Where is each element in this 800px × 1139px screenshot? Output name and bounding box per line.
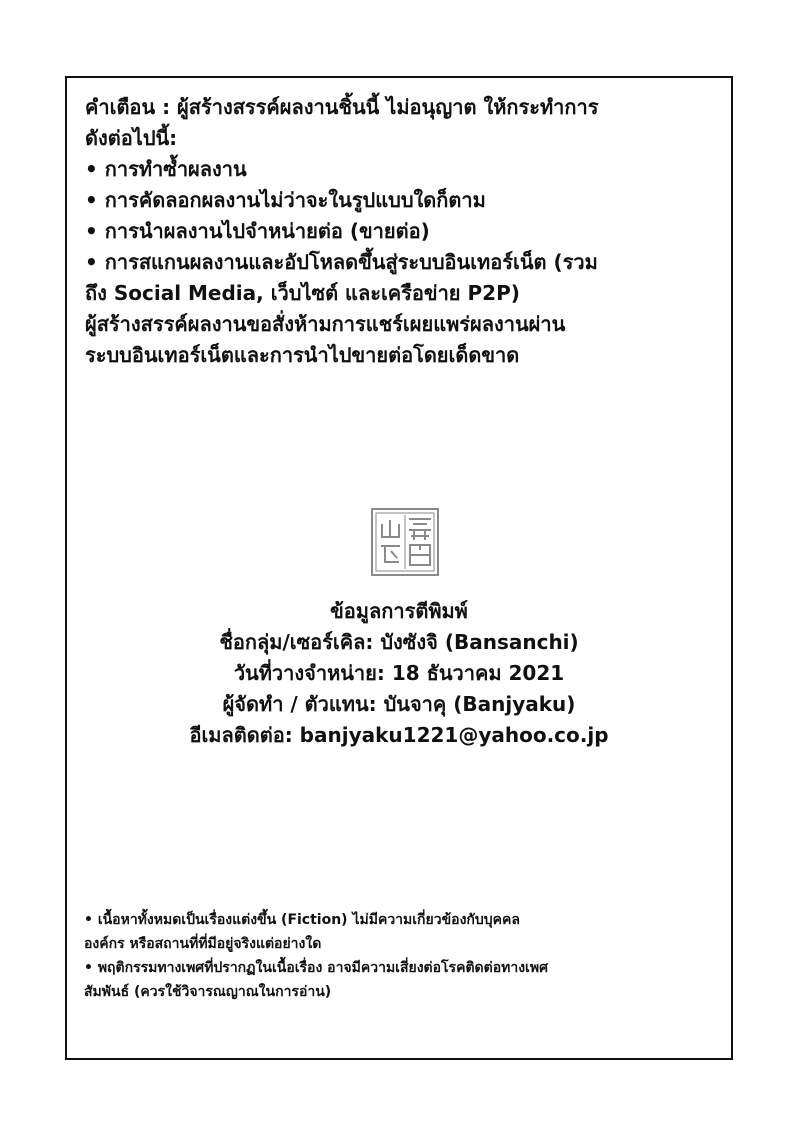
warning-line: ระบบอินเทอร์เน็ตและการนำไปขายต่อโดยเด็ดขาด xyxy=(85,343,520,367)
release-date: วันที่วางจำหน่าย: 18 ธันวาคม 2021 xyxy=(233,661,565,685)
warning-notice xyxy=(85,92,710,371)
contact-email: อีเมลติดต่อ: banjyaku1221@yahoo.co.jp xyxy=(189,723,609,747)
note-line: สัมพันธ์ (ควรใช้วิจารณญาณในการอ่าน) xyxy=(84,984,332,1000)
disclaimer-notes xyxy=(84,908,724,1004)
note-line: • พฤติกรรมทางเพศที่ปรากฏในเนื้อเรื่อง อาจมีความเสี่ยงต่อโรคติดต่อทางเพศ xyxy=(84,960,548,976)
warning-line: คำเตือน : ผู้สร้างสรรค์ผลงานชิ้นนี้ ไม่อนุญาต ให้กระทำการ xyxy=(85,95,599,119)
warning-bullet: • การนำผลงานไปจำหน่ายต่อ (ขายต่อ) xyxy=(85,219,430,243)
producer-name: ผู้จัดทำ / ตัวแทน: บันจาคุ (Banjyaku) xyxy=(222,692,576,716)
note-line: องค์กร หรือสถานที่ที่มีอยู่จริงแต่อย่างใด xyxy=(84,936,322,952)
warning-bullet: • การคัดลอกผลงานไม่ว่าจะในรูปแบบใดก็ตาม xyxy=(85,188,486,212)
publication-info xyxy=(67,596,731,751)
warning-line: ดังต่อไปนี้: xyxy=(85,126,178,150)
seal-stamp-icon xyxy=(369,506,441,578)
content-frame xyxy=(65,76,733,1060)
warning-bullet: • การทำซ้ำผลงาน xyxy=(85,157,247,181)
warning-bullet: • การสแกนผลงานและอัปโหลดขึ้นสู่ระบบอินเทอร์เน็ต (รวม xyxy=(85,250,598,274)
circle-name: ชื่อกลุ่ม/เซอร์เคิล: บังซังจิ (Bansanchi) xyxy=(219,630,579,654)
warning-line: ถึง Social Media, เว็บไซต์ และเครือข่าย P2P) xyxy=(85,281,520,305)
warning-line: ผู้สร้างสรรค์ผลงานขอสั่งห้ามการแชร์เผยแพร่ผลงานผ่าน xyxy=(85,312,566,336)
note-line: • เนื้อหาทั้งหมดเป็นเรื่องแต่งขึ้น (Fiction) ไม่มีความเกี่ยวข้องกับบุคคล xyxy=(84,912,520,928)
publication-heading: ข้อมูลการตีพิมพ์ xyxy=(330,599,468,623)
